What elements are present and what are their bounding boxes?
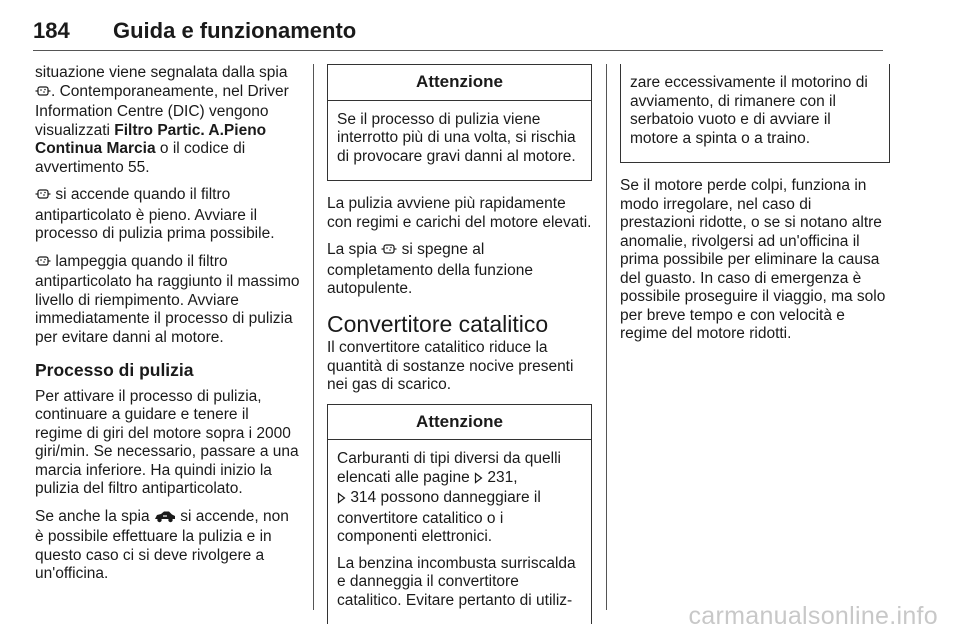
- page-number: 184: [33, 18, 70, 43]
- warning-text: Carburanti di tipi diversi da quelli elencati alle pagine 231, 314 possono danneggiare il convertitore catalitico o i componenti elettronici.: [337, 450, 562, 545]
- watermark: carmanualsonline.info: [688, 602, 938, 630]
- column-2: [327, 64, 592, 624]
- diesel-particulate-filter-icon: [35, 187, 51, 207]
- column-3: [620, 64, 890, 353]
- column-divider: [606, 64, 607, 610]
- paragraph: Il convertitore catalitico riduce la quantità di sostanze nocive presenti nei gas di scarico.: [327, 339, 574, 393]
- warning-box-body: [328, 101, 591, 181]
- warning-box-title: Attenzione: [328, 405, 591, 441]
- warning-box-body: [328, 440, 591, 624]
- page-header: [33, 10, 883, 51]
- page-reference-arrow-icon: [337, 491, 346, 510]
- column-divider: [313, 64, 314, 610]
- warning-box-title: Attenzione: [328, 65, 591, 101]
- column-1: [35, 64, 300, 593]
- warning-text: La benzina incombusta surriscalda e danneggia il convertitore catalitico. Evitare pertanto di utiliz-: [337, 554, 576, 609]
- subheading: Processo di pulizia: [35, 360, 194, 380]
- dic-message: Filtro Partic. A.Pieno Continua Marcia: [35, 121, 267, 157]
- warning-box: [327, 64, 592, 181]
- section-title: Guida e funzionamento: [113, 18, 357, 43]
- warning-text: Se il processo di pulizia viene interrotto più di una volta, si rischia di provocare gravi danni al motore.: [337, 110, 576, 165]
- paragraph: situazione viene segnalata dalla spia . Contemporaneamente, nel Driver Information Centre (DIC) vengono visualizzati Filtro Partic. A.Pieno Continua Marcia o il codice di avvertimento 55.: [35, 64, 289, 176]
- paragraph: La pulizia avviene più rapidamente con regimi e carichi del motore elevati.: [327, 195, 592, 231]
- paragraph: Se anche la spia si accende, non è possibile effettuare la pulizia e in questo caso ci si deve rivolgere a un'officina.: [35, 507, 289, 582]
- diesel-particulate-filter-icon: [35, 254, 51, 274]
- diesel-particulate-filter-icon: [381, 242, 397, 262]
- warning-box-continued: [620, 64, 890, 163]
- paragraph: Se il motore perde colpi, funziona in modo irregolare, nel caso di prestazioni ridotte, o se si notano altre anomalie, rivolgersi ad un'officina il prima possibile per eliminare la causa del guasto. In caso di emergenza è possibile proseguire il viaggio, ma solo per breve tempo e con velocità e regime del motore ridotti.: [620, 177, 886, 342]
- diesel-particulate-filter-icon: [35, 84, 51, 104]
- warning-box: [327, 404, 592, 625]
- page-reference-arrow-icon: [474, 471, 483, 490]
- warning-text: zare eccessivamente il motorino di avviamento, di rimanere con il serbatoio vuoto e di avviare il motore a spinta o a traino.: [630, 74, 868, 147]
- paragraph: La spia si spegne al completamento della funzione autopulente.: [327, 241, 533, 297]
- car-service-icon: [154, 510, 176, 529]
- paragraph: Per attivare il processo di pulizia, continuare a guidare e tenere il regime di giri del motore sopra i 2000 giri/min. Se necessario, passare a una marcia inferiore. Ha quindi inizio la pulizia del filtro antiparticolato.: [35, 387, 299, 497]
- warning-box-body: [621, 64, 889, 162]
- section-heading: Convertitore catalitico: [327, 310, 549, 337]
- paragraph: lampeggia quando il filtro antiparticolato ha raggiunto il massimo livello di riempimento. Avviare immediatamente il processo di pulizia per evitare danni al motore.: [35, 252, 300, 346]
- paragraph: si accende quando il filtro antiparticolato è pieno. Avviare il processo di pulizia prima possibile.: [35, 186, 275, 242]
